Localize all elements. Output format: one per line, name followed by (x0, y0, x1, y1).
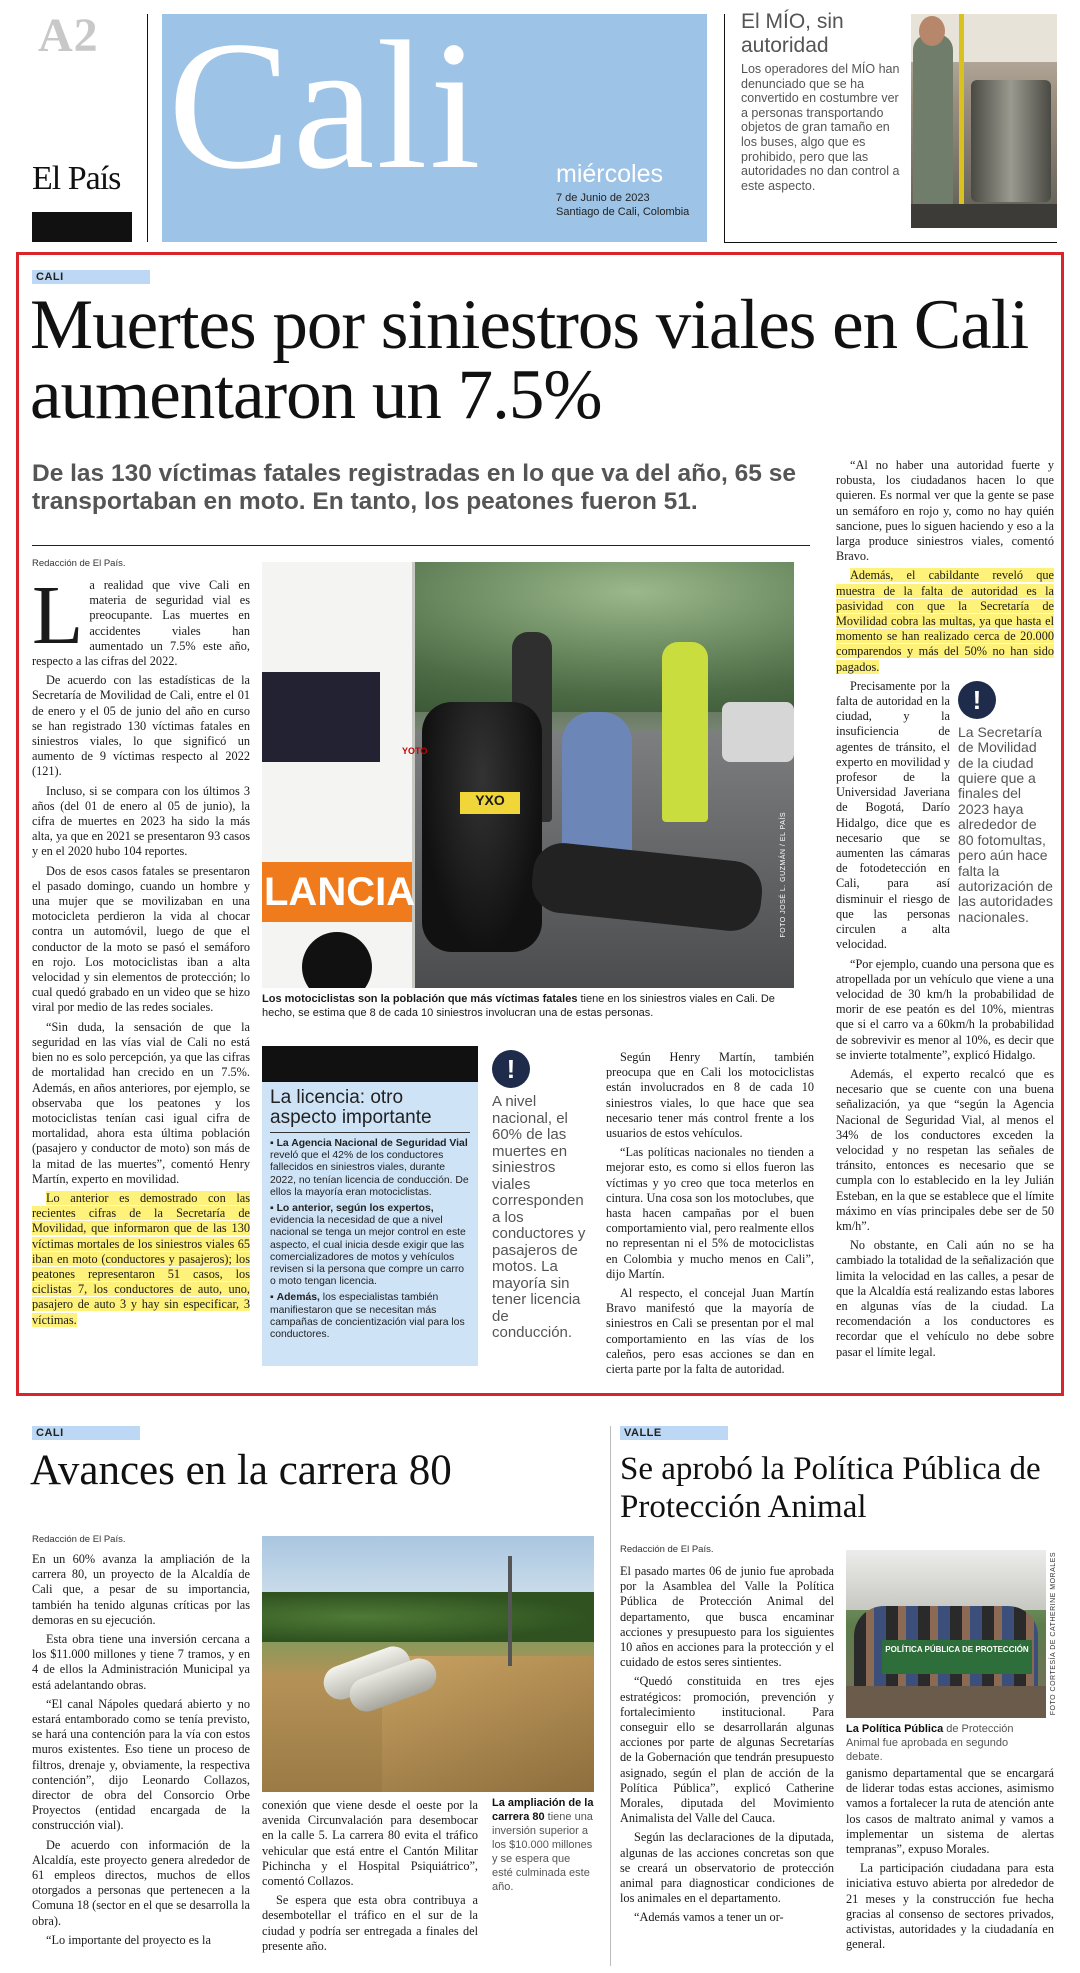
article2-p2: Esta obra tiene una inversión cercana a los $11.000 millones y tiene 7 tramos, y en 4 de ellos la Administración Municipal ya está adelantando obras. (32, 1632, 250, 1692)
article2-col-2 (262, 1798, 478, 1958)
section-banner (162, 14, 707, 242)
issue-date: 7 de Junio de 2023 (556, 192, 650, 204)
standing-motorbike (422, 702, 542, 952)
main-col3-p2: “Las políticas nacionales no tienden a mejorar esto, es como si ellos fueron las víctimas y yo creo que toca meterlos en cintura. Una cosa son los motoclubes, que hasta hacen campañas por el buen comportamiento vial, pero realmente ellos no representan ni el 5% de motociclistas en Colombia y mucho menos en Cali”, dijo Martín. (606, 1145, 814, 1281)
passenger-head (919, 16, 945, 46)
article2-col-1 (32, 1552, 250, 1952)
main-photo-caption-bold: Los motociclistas son la población que más víctimas fatales (262, 993, 578, 1005)
article2-headline: Avances en la carrera 80 (30, 1447, 452, 1494)
main-col1-p6-highlight: Lo anterior es demostrado con las recientes cifras de la Secretaría de Movilidad, que informaron que de las 130 víctimas mortales de los siniestros viales 65 iban en moto (conductores y pasajeros); los peatones representaron 51 casos, los ciclistas 7, los conductores de auto, uno, pasajero de auto 3 y hay sin especificar, 3 víctimas. (32, 1190, 250, 1327)
article2-p7: Se espera que esta obra contribuya a desembotellar el tráfico en el sur de la ciudad y podría ser entregada a finales del presente año. (262, 1893, 478, 1953)
article3-col-1 (620, 1564, 834, 1930)
bus-floor (911, 204, 1057, 228)
building-arches (846, 1550, 1046, 1610)
brand-logo: El País (32, 160, 121, 197)
standing-passenger (913, 34, 953, 212)
article2-byline: Redacción de El País. (32, 1534, 126, 1545)
parked-car (722, 702, 794, 762)
ambulance-label: LANCIA (264, 870, 416, 914)
article3-photo-caption (846, 1722, 1046, 1764)
teaser-photo-bus-interior[interactable] (911, 14, 1057, 228)
license-info-box (262, 1046, 478, 1366)
section-title: Cali (168, 14, 483, 207)
box-b2-rest: evidencia la necesidad de que a nivel nacional se tenga un mejor control en este aspecto, el cual inicia desde exigir que las comercializadores de motos y vehículos revisen si la persona que compre un carro o moto tengan licencia. (270, 1215, 466, 1288)
traffic-officer (662, 642, 708, 822)
box-body (270, 1138, 472, 1345)
fallen-bike-label: YOTO (402, 746, 428, 756)
box-b1-bold: La Agencia Nacional de Seguridad Vial (276, 1138, 468, 1149)
main-col4-p6: No obstante, en Cali aún no se ha cambiado la totalidad de la señalización que limita la velocidad en las calles, a pesar de que la Alcaldía está realizando estas labores en algunas vías de la ciudad. La recomendación a los conductores es recordar que el vehículo no debe sobre pasar el límite legal. (836, 1238, 1054, 1359)
bullet: ▪ (270, 1138, 277, 1149)
main-photo-credit: FOTO JOSÉ L. GUZMÁN / EL PAÍS (780, 812, 787, 938)
main-col-4 (836, 458, 1054, 1364)
article2-p6: conexión que viene desde el oeste por la avenida Circunvalación para desembocar en la calle 5. La carrera 80 evita el tráfico vehicular que está entre el Cantón Militar Pichincha y el Hospital Psiquiátrico”, comentó Collazos. (262, 1798, 478, 1889)
article3-caption-bold: La Política Pública (846, 1723, 944, 1735)
box-b3-rest: los especialistas también manifiestaron que se necesitan más campañas de concientización vial para los conductores. (270, 1292, 465, 1341)
article3-p1: El pasado martes 06 de junio fue aprobada por la Asamblea del Valle la Política Pública de Protección Animal del departamento, que busca encaminar acciones y presupuesto para los siguientes 10 años en acciones para la protección y el cuidado de estos seres sintientes. (620, 1564, 834, 1670)
main-col4-p5: Además, el experto recalcó que es necesario que se cuente con una buena señalización, ya que “según la Agencia Nacional de Seguridad Vial, al menos el 34% de los conductores exceden la velocidad y no respetan las señales de tránsito, entonces es necesario que se cumpla con lo establecido en la ley Julián Esteban, en la que se establece que el límite máximo en vías principales debe ser de 50 km/h”. (836, 1066, 1054, 1233)
article2-photo-caption (492, 1796, 594, 1894)
box-rule (270, 1132, 470, 1133)
article2-p4: De acuerdo con información de la Alcaldía, este proyecto genera alrededor de 61 empleos directos, muchos de ellos otorgados a personas que pertenecen a la Comuna 18 (sector en el que se desarrolla la obra). (32, 1837, 250, 1928)
main-col4-p3: Precisamente por la falta de autoridad en la ciudad, y la insuficiencia de agentes de tránsito, el experto en movilidad y profesor de la Universidad Javeriana de Bogotá, Darío Hidalgo, dice que es necesario que se aumenten las cámaras de fotodetección en Cali, para así disminuir el riesgo de que las personas circulen a alta velocidad. (836, 678, 950, 952)
metal-barrel (971, 80, 1051, 202)
main-col3-p1: Según Henry Martín, también preocupa que en Cali los motociclistas están involucrados en 8 de cada 10 siniestros viales, lo que hace que sea necesario tener más control frente a los usuarios de estos vehículos. (606, 1050, 814, 1141)
article3-headline: Se aprobó la Política Pública de Protección Animal (620, 1451, 1041, 1525)
article2-p1: En un 60% avanza la ampliación de la carrera 80, un proyecto de la Alcaldía de Cali que, a pesar de su importancia, también ha tenido algunas críticas por las demoras en su ejecución. (32, 1552, 250, 1627)
bullet: ▪ (270, 1203, 277, 1215)
header-divider (147, 14, 148, 242)
exclamation-icon: ! (492, 1050, 530, 1088)
box-b2-bold: Lo anterior, según los expertos, (276, 1203, 434, 1215)
box-title: La licencia: otro aspecto importante (270, 1087, 432, 1128)
main-photo-caption-rest: tiene en los siniestros viales en Cali. De hecho, se estima que 8 de cada 10 siniestros involucran una de estas personas. (262, 993, 775, 1019)
side-note-fotomultas: La Secretaría de Movilidad de la ciudad quiere que a finales del 2023 haya alrededor de 80 fotomultas, pero aún hace falta la autorización de las autoridades nacionales. (958, 723, 1053, 925)
column-divider (610, 1426, 611, 1966)
main-col-3 (606, 1050, 814, 1381)
box-b1-rest: reveló que el 42% de los conductores fallecidos en siniestros viales, durante 2022, no tenían licencia de conducción. De ellos la mayoría eran motociclistas. (270, 1150, 469, 1198)
article2-p3: “El canal Nápoles quedará abierto y no estará entamborado como se tenía previsto, se hará una contención para la vía con estos muros existentes. Eso tiene un proceso de filtros, drenaje y, obviamente, la respectiva contención”, dijo Leonardo Collazos, director de obra del Consorcio Orbe Proyectos (entidad encargada de la construcción vial). (32, 1696, 250, 1833)
article2-caption-rest: tiene una inversión superior a los $10.000 millones y se espera que esté culminada este año. (492, 1811, 593, 1893)
ambulance-wheel (302, 932, 372, 988)
drop-cap: L (32, 569, 84, 662)
brand-bar (32, 212, 132, 242)
main-col4-p1: “Al no haber una autoridad fuerte y robusta, los ciudadanos hacen lo que quieren. Es normal ver que la gente se pase un semáforo en rojo y, como no hay quién sancione, pues lo siguen haciendo y eso a la larga produce siniestros viales, comentó Bravo. (836, 458, 1054, 564)
article3-caption-rest: de Protección Animal fue aprobada en segundo debate. (846, 1723, 1014, 1763)
main-photo-motorcycle-crash[interactable] (262, 562, 794, 988)
article2-p5: “Lo importante del proyecto es la (46, 1932, 211, 1947)
main-subhead: De las 130 víctimas fatales registradas en lo que va del año, 65 se transportaban en moto. En tanto, los peatones fueron 51. (32, 460, 796, 515)
article3-p3: Según las declaraciones de la diputada, algunas de las acciones concretas son que se creará un observatorio de protección animal para diagnosticar condiciones de los animales en el departamento. (620, 1830, 834, 1906)
article3-byline: Redacción de El País. (620, 1544, 714, 1555)
article3-photo-credit: FOTO CORTESÍA DE CATHERINE MORALES (1050, 1552, 1057, 1716)
section-tag-valle: VALLE (620, 1426, 728, 1440)
issue-weekday: miércoles (556, 160, 663, 188)
issue-place: Santiago de Cali, Colombia (556, 206, 690, 218)
side-note-2-wrap (958, 681, 1054, 925)
subhead-rule (32, 545, 810, 546)
main-col3-p3: Al respecto, el concejal Juan Martín Bravo manifestó que la mayoría de siniestros en Cali se presentan por el mal comportamiento en las vías de los caleños, pero esas acciones se dan en cierta parte por la falta de autoridad. (606, 1286, 814, 1377)
bus-pole (959, 14, 964, 228)
main-headline: Muertes por siniestros viales en Cali aumentaron un 7.5% (30, 286, 1029, 434)
person-kneeling (562, 712, 632, 862)
main-col-1 (32, 569, 250, 1332)
section-tag-cali: CALI (32, 270, 150, 284)
main-col1-p4: Dos de esos casos fatales se presentaron el pasado domingo, cuando un hombre y una mujer que se movilizaban en una motocicleta perdieron la vida al chocar contra un automóvil, luego de que el conductor de la moto se pasó el semáforo en rojo. Los motociclistas iban a alta velocidad y sin elementos de protección; lo cual quedó grabado en un video que se hizo viral por medio de las redes sociales. (32, 863, 250, 1015)
main-col1-p1: a realidad que vive Cali en materia de seguridad vial es preocupante. Las muertes en accidentes viales han aumentado un 7.5% este año, respecto a las cifras del 2022. (32, 578, 250, 669)
box-top-bar (262, 1046, 478, 1082)
tree-line (262, 1592, 594, 1642)
main-col4-p4: “Por ejemplo, cuando una persona que es atropellada por un vehículo que viene a una velocidad de 30 km/h la probabilidad de morir de ese peatón es del 10%, mientras que si el carro va a 60km/h la probabilidad de sobrevivir es menor al 10%, es decir que se invierte totalmente”, explicó Hidalgo. (836, 956, 1054, 1062)
exclamation-icon: ! (958, 681, 996, 719)
teaser-box[interactable] (724, 10, 1057, 243)
ground (846, 1686, 1046, 1718)
ambulance-window (262, 672, 380, 762)
page-number: A2 (38, 9, 99, 62)
section-tag-cali-2: CALI (32, 1426, 140, 1440)
main-col1-p2: De acuerdo con las estadísticas de la Secretaría de Movilidad de Cali, entre el 01 de enero y el 05 de junio del año en curso se han registrado 130 víctimas fatales en siniestros viales, lo que significó un aumento de 9 víctimas respecto al 2022 (121). (32, 673, 250, 779)
main-col4-p2-highlight: Además, el cabildante reveló que muestra de la falta de autoridad es la pasividad con que la Secretaría de Movilidad cobra las multas, ya que hasta el momento se han realizado cerca de 20.000 comparendos y más del 50% no han sido pagados. (836, 568, 1054, 674)
article2-caption-bold: La ampliación de la carrera 80 (492, 1797, 594, 1823)
article3-p5: ganismo departamental que se encargará de liderar todas estas acciones, asimismo vamos a fortalecer la ruta de atención ante los casos de maltrato animal y vamos a implementar un sistema de alertas tempranas”, expuso Morales. (846, 1766, 1054, 1857)
side-note-national: A nivel nacional, el 60% de las muertes en siniestros viales corresponden a los conductores y pasajeros de motos. La mayoría sin tener licencia de conducción. (492, 1093, 586, 1341)
teaser-text: Los operadores del MÍO han denunciado que se ha convertido en costumbre ver a personas transportando objetos de gran tamaño en los buses, algo que es prohibido, pero que las autoridades no dan control a este aspecto. (741, 62, 900, 193)
main-photo-caption (262, 992, 794, 1020)
ambulance (262, 562, 415, 988)
main-byline: Redacción de El País. (32, 558, 126, 569)
box-b3-bold: Además, (276, 1292, 320, 1304)
bike-plate: YXO (460, 792, 520, 814)
main-col1-p3: Incluso, si se compara con los últimos 3 años (del 01 de enero al 05 de junio), la cifra de muertes en 2023 ha sido la más alta, ya que en 2021 se presentaron 93 casos y en el 2020 hubo 104 reportes. (32, 783, 250, 859)
street-lamp (508, 1556, 512, 1666)
policy-banner: POLÍTICA PÚBLICA DE PROTECCIÓN (882, 1640, 1032, 1674)
main-col1-p5: “Sin duda, la sensación de que la seguridad en las vías vial de Cali no está bien no es solo percepción, ya que las cifras de mortalidad han crecido en un 7.5%. Además, en años anteriores, por ejemplo, se observaba que los peatones y los motociclistas tenían casi igual cifra de mortalidad, ahora esta última población (pasajero y conductor de moto) son más de la mitad de las muertes”, comentó Henry Martín, experto en movilidad. (32, 1019, 250, 1186)
bullet: ▪ (270, 1292, 277, 1304)
article3-p6: La participación ciudadana para esta iniciativa estuvo abierta por alrededor de 21 meses y la construcción fue hecha gracias al consenso de sectores privados, activistas, autoridades y la ciudadanía en general. (846, 1861, 1054, 1952)
article3-col-2 (846, 1766, 1054, 1956)
article2-photo-construction[interactable] (262, 1536, 594, 1792)
teaser-title: El MÍO, sin autoridad (741, 10, 844, 57)
article3-p2: “Quedó constituida en tres ejes estratégicos: promoción, prevención y fortalecimiento institucional. Para conseguir ello se desarrollarán algunas acciones por parte de algunas Secretarías de la Gobernación que tendrán presupuesto asignado, según el plan de acción de la Política Pública”, explicó Catherine Morales, diputada del Movimiento Animalista del Valle del Cauca. (620, 1674, 834, 1826)
article3-photo-group[interactable] (846, 1550, 1046, 1718)
article3-p4: “Además vamos a tener un or- (634, 1910, 784, 1925)
